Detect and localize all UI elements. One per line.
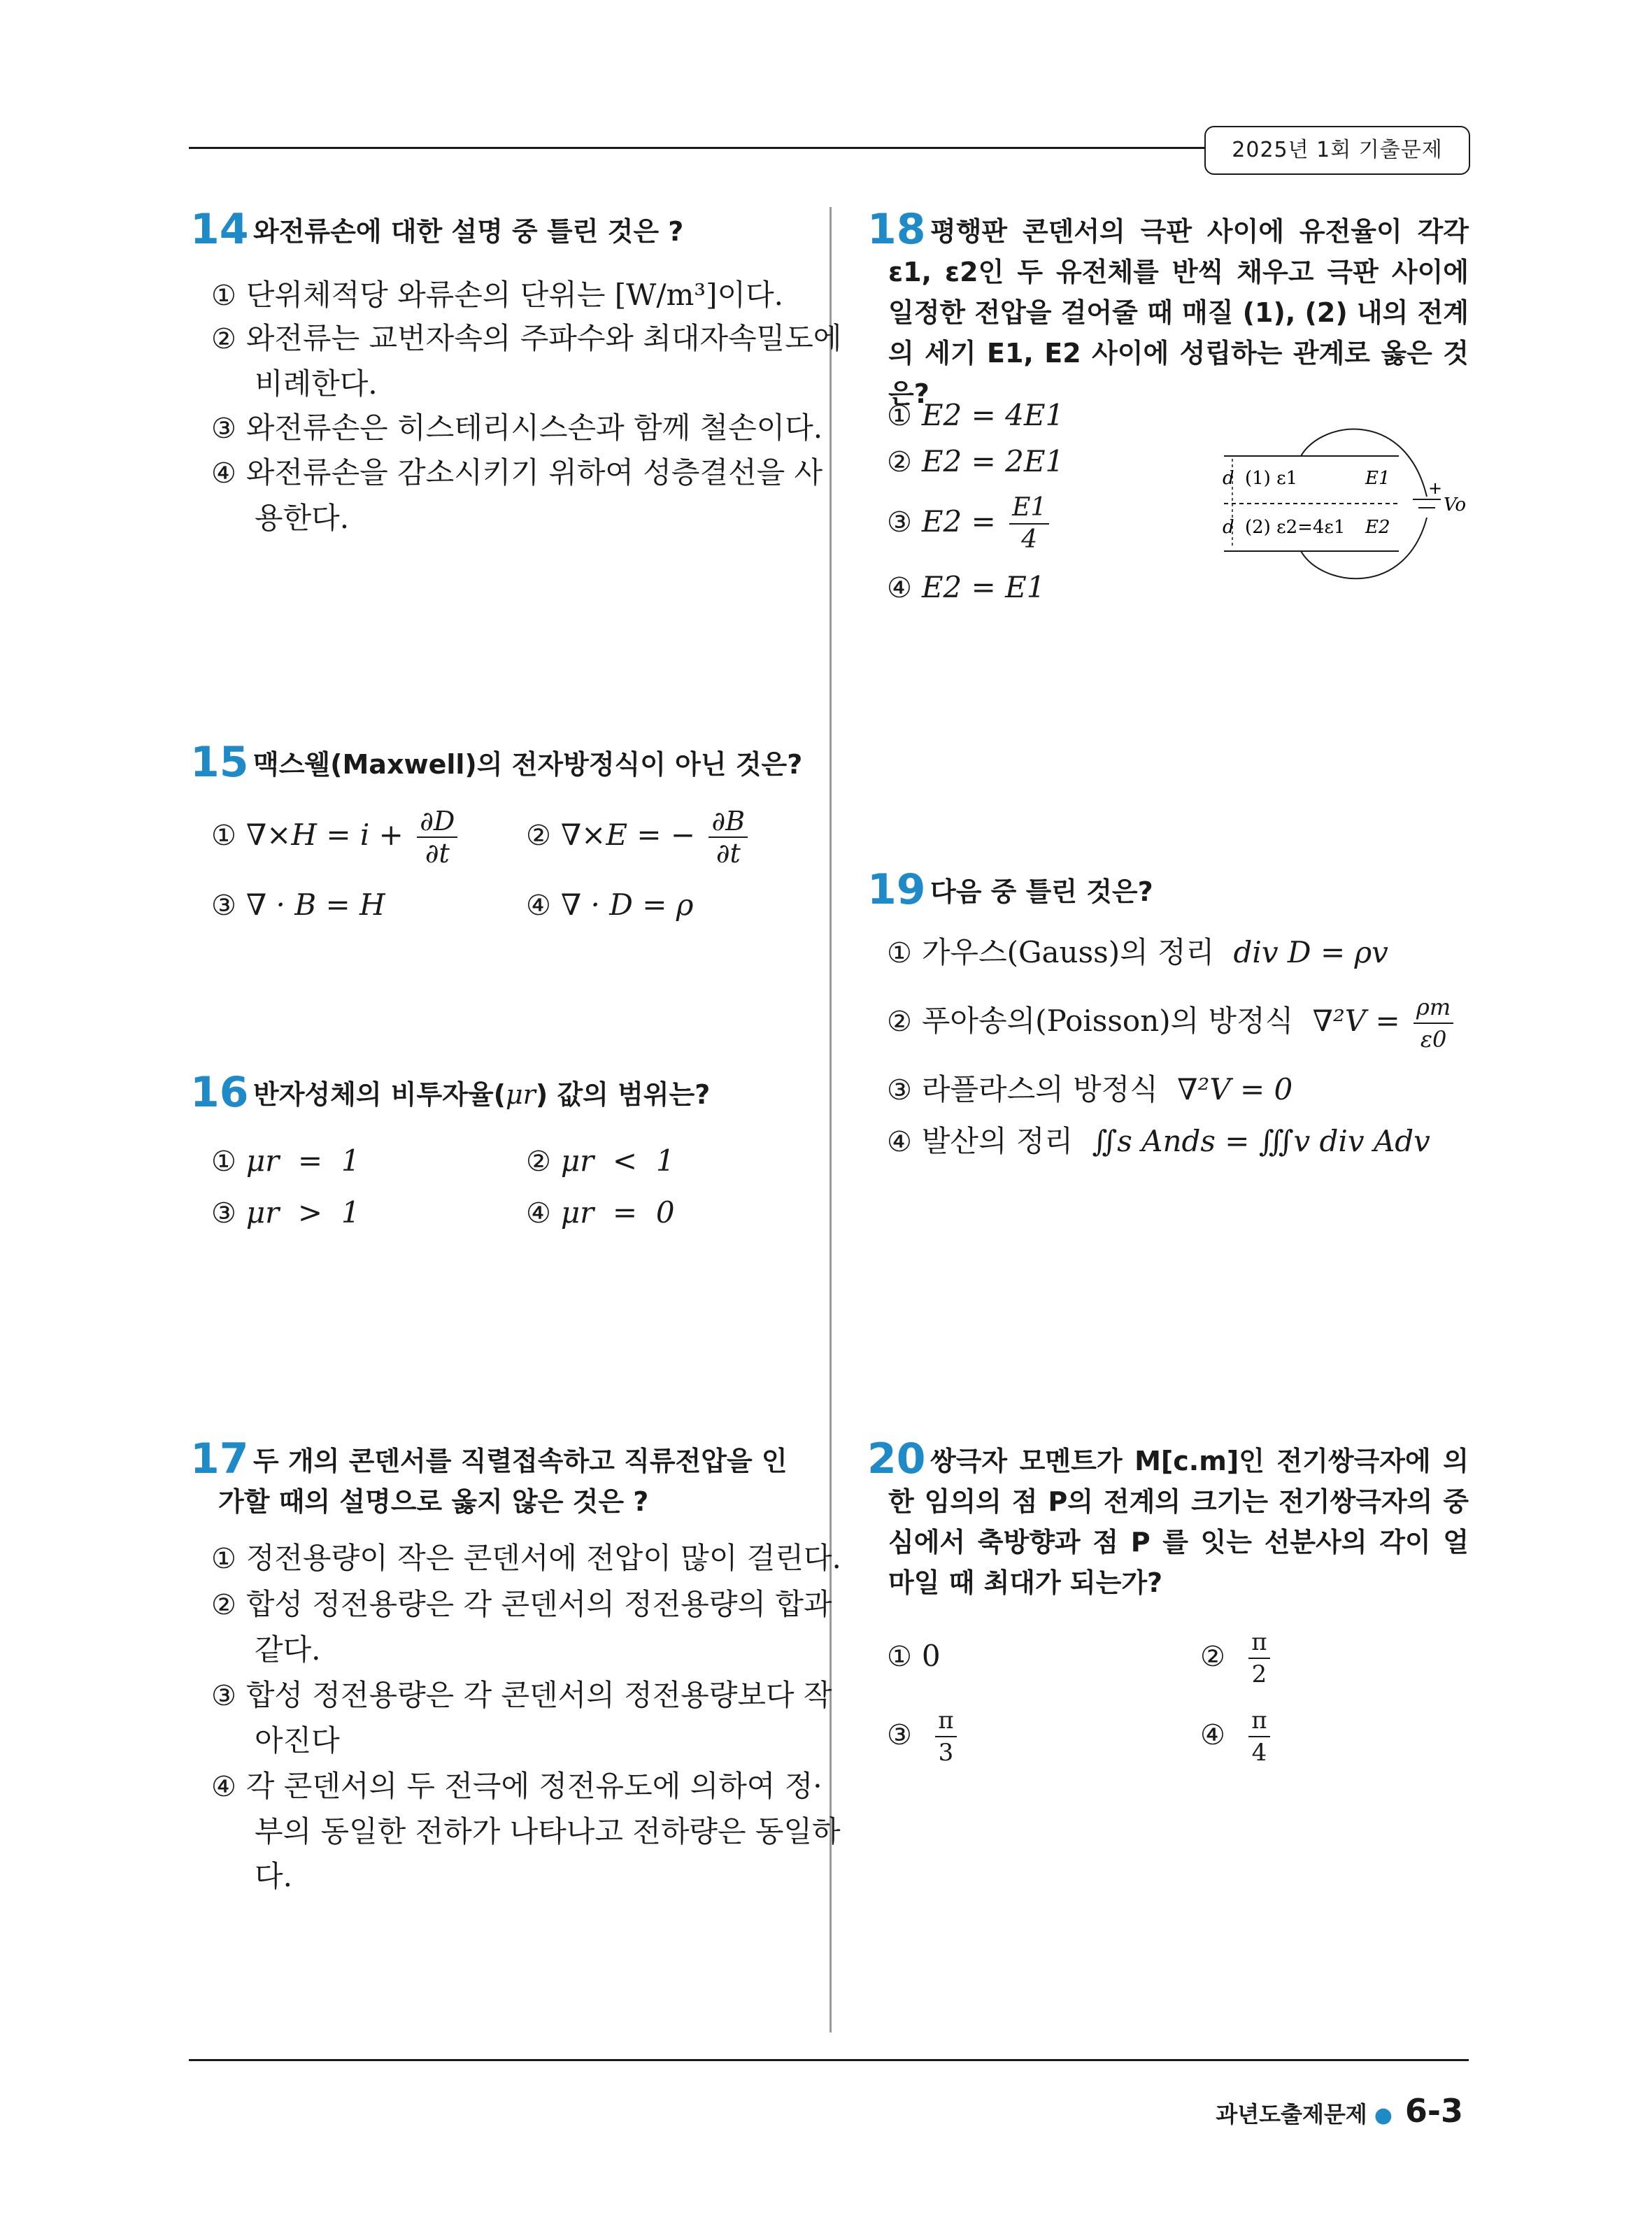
question-number: 15	[190, 738, 249, 787]
option-3[interactable]: ③ 라플라스의 방정식 ∇²V = 0	[887, 1072, 1293, 1106]
option-3[interactable]: ③ E2 = $\frac{E1}{4}$	[887, 492, 1053, 555]
option-3[interactable]: ③ 와전류손은 히스테리시스손과 함께 철손이다.	[211, 411, 823, 445]
option-2[interactable]: ② μr < 1	[526, 1144, 675, 1178]
question-text: 평행판 콘덴서의 극판 사이에 유전율이 각각 ε1, ε2인 두 유전체를 반씩 채우고 극판 사이에 일정한 전압을 걸어줄 때 매질 (1), (2) 내의 전계의 세기 E1, E2 사이에 성립하는 관계로 옳은 것은?	[888, 216, 1469, 409]
option-1[interactable]: ① ∇×H = i + $\frac{\partial D}{\partial t}$	[211, 806, 462, 869]
diagram-d-bottom: d	[1223, 517, 1234, 538]
option-3[interactable]: ③ μr > 1	[211, 1195, 360, 1230]
option-1[interactable]: ① E2 = 4E1	[887, 398, 1064, 432]
option-2[interactable]: ② 푸아송의(Poisson)의 방정식 ∇²V = $\frac{\rho m}{\varepsilon 0}$	[887, 992, 1458, 1055]
question-number: 17	[190, 1434, 249, 1483]
footer-rule	[189, 2059, 1469, 2061]
option-4[interactable]: ④ 발산의 정리 ∬s Ands = ∭v div Adv	[887, 1124, 1430, 1158]
question-text: 다음 중 틀린 것은?	[930, 876, 1153, 907]
option-2[interactable]: ② 합성 정전용량은 각 콘덴서의 정전용량의 합과 같다.	[211, 1587, 832, 1667]
page-footer	[1216, 2091, 1463, 2135]
option-4[interactable]: ④ μr = 0	[526, 1195, 675, 1230]
question-number: 14	[190, 205, 249, 254]
bullet-icon: ●	[1374, 2103, 1393, 2128]
question-text: 쌍극자 모멘트가 M[c.m]인 전기쌍극자에 의한 임의의 점 P의 전계의 크기는 전기쌍극자의 중심에서 축방향과 점 P 를 잇는 선분사의 각이 얼마일 때 최대가 되는가?	[888, 1446, 1469, 1598]
option-2[interactable]: ② 와전류는 교번자속의 주파수와 최대자속밀도에 비례한다.	[211, 321, 842, 401]
option-1[interactable]: ① 단위체적당 와류손의 단위는 [W/m³]이다.	[211, 278, 784, 312]
footer-label: 과년도출제문제	[1216, 2101, 1367, 2128]
question-number: 20	[867, 1434, 926, 1483]
option-3[interactable]: ③ 합성 정전용량은 각 콘덴서의 정전용량보다 작아진다	[211, 1678, 832, 1758]
exam-tag: 2025년 1회 기출문제	[1204, 126, 1470, 175]
diagram-e2: E2	[1365, 517, 1390, 538]
option-2[interactable]: ② $\frac{\pi}{2}$	[1200, 1627, 1274, 1690]
option-1[interactable]: ① 가우스(Gauss)의 정리 div D = ρv	[887, 935, 1388, 969]
option-1[interactable]: ① 0	[887, 1639, 941, 1673]
option-2[interactable]: ② E2 = 2E1	[887, 444, 1064, 478]
option-4[interactable]: ④ 와전류손을 감소시키기 위하여 성층결선을 사용한다.	[211, 455, 823, 535]
option-3[interactable]: ③ $\frac{\pi}{3}$	[887, 1705, 961, 1768]
diagram-layer-1: (1) ε1	[1245, 468, 1298, 489]
diagram-voltage: Vo	[1444, 494, 1467, 515]
question-text: 두 개의 콘덴서를 직렬접속하고 직류전압을 인가할 때의 설명으로 옳지 않은 것은 ?	[218, 1446, 788, 1517]
page-number: 6-3	[1404, 2092, 1463, 2130]
option-4[interactable]: ④ ∇ · D = ρ	[526, 888, 694, 922]
option-1[interactable]: ① μr = 1	[211, 1144, 360, 1178]
question-text: 와전류손에 대한 설명 중 틀린 것은 ?	[253, 216, 684, 247]
question-number: 18	[867, 205, 926, 254]
option-4[interactable]: ④ 각 콘덴서의 두 전극에 정전유도에 의하여 정·부의 동일한 전하가 나타나고 전하량은 동일하다.	[211, 1769, 841, 1893]
question-number: 19	[867, 865, 926, 914]
question-text: 맥스웰(Maxwell)의 전자방정식이 아닌 것은?	[253, 749, 803, 780]
option-1[interactable]: ① 정전용량이 작은 콘덴서에 전압이 많이 걸린다.	[211, 1541, 841, 1575]
diagram-e1: E1	[1365, 468, 1390, 489]
diagram-d-top: d	[1223, 468, 1234, 489]
diagram-layer-2: (2) ε2=4ε1	[1245, 517, 1346, 538]
option-4[interactable]: ④ $\frac{\pi}{4}$	[1200, 1705, 1274, 1768]
option-3[interactable]: ③ ∇ · B = H	[211, 888, 385, 922]
diagram-plus: +	[1428, 478, 1443, 498]
option-2[interactable]: ② ∇×E = − $\frac{\partial B}{\partial t}$	[526, 806, 752, 869]
question-text: 반자성체의 비투자율(μr) 값의 범위는?	[253, 1079, 711, 1110]
option-4[interactable]: ④ E2 = E1	[887, 570, 1046, 604]
question-number: 16	[190, 1068, 249, 1117]
capacitor-diagram	[1203, 413, 1483, 594]
